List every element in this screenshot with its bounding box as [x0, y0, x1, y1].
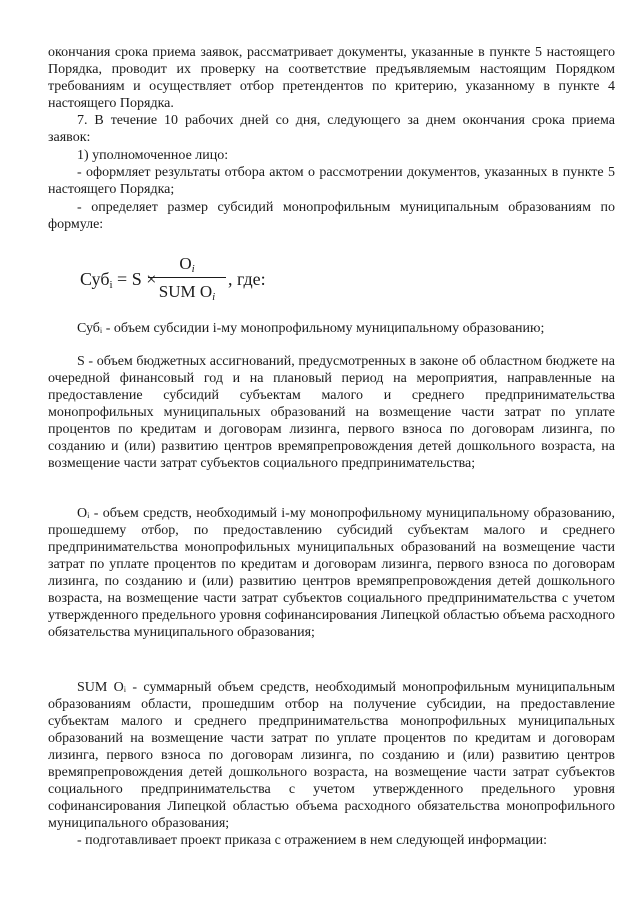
paragraph-formalize-results: - оформляет результаты отбора актом о рассмотрении документов, указанных в пункте 5 настоящего Порядка;	[48, 165, 615, 197]
paragraph-procedure-continuation: окончания срока приема заявок, рассматривает документы, указанные в пункте 5 настоящего Порядка, проводит их проверку на соответствие предъявляемым настоящим Порядком требованиям и осуществляет отбор претендентов по критерию, указанному в пункте 4 настоящего Порядка.	[48, 45, 615, 111]
paragraph-authorized-person: 1) уполномоченное лицо:	[77, 148, 229, 163]
formula-denominator: SUM $O_i$	[158, 282, 216, 303]
formula-fraction	[148, 253, 226, 303]
definition-sum-oi: SUM Oᵢ - суммарный объем средств, необходимый монопрофильным муниципальным образованиям области, прошедшим отбор на получение субсидии, на предоставление субъектам малого и среднего предпринимательства монопрофильных муниципальных образований на возмещение части затрат по уплате процентов по кредитам и договорам лизинга, первого взноса по договорам лизинга, по созданию и (или) развитию центров времяпрепровождения детей дошкольного возраста, на возмещение части затрат субъектов социального предпринимательства с учетом утвержденного предельного уровня софинансирования Липецкой областью объема расходного обязательства монопрофильного муниципального образования;	[48, 680, 615, 831]
formula-suffix: , где:	[228, 269, 266, 289]
fraction-bar	[148, 277, 226, 278]
definition-subsidy: Субᵢ - объем субсидии i-му монопрофильному муниципальному образованию;	[77, 321, 545, 336]
formula-numerator: $O_i$	[179, 254, 195, 275]
definition-oi: Oᵢ - объем средств, необходимый i-му монопрофильному муниципальному образованию, прошедшему отбор, по предоставлению субсидий субъектам малого и среднего предпринимательства монопрофильных муниципальных образований на возмещение части затрат по уплате процентов по кредитам и договорам лизинга, первого взноса по договорам лизинга, по созданию и (или) развитию центров времяпрепровождения детей дошкольного возраста, на возмещение части затрат субъектов социального предпринимательства с учетом утвержденного предельного уровня софинансирования Липецкой областью объема расходного обязательства муниципального образования;	[48, 506, 615, 640]
subsidy-formula	[80, 253, 330, 309]
formula-left-side: Субi = S ×	[80, 269, 157, 291]
definition-budget-s: S - объем бюджетных ассигнований, предусмотренных в законе об областном бюджете на очередной финансовый год и на плановый период на мероприятия, направленные на предоставление субсидий субъектам малого и среднего предпринимательства монопрофильных муниципальных образований на возмещение части затрат по уплате процентов по кредитам и договорам лизинга, первого взноса по договорам лизинга, по созданию и (или) развитию центров времяпрепровождения детей дошкольного возраста, на возмещение части затрат субъектов социального предпринимательства;	[48, 354, 615, 471]
paragraph-item-7: 7. В течение 10 рабочих дней со дня, следующего за днем окончания срока приема заявок:	[48, 113, 615, 145]
paragraph-prepare-order: - подготавливает проект приказа с отражением в нем следующей информации:	[77, 833, 548, 848]
paragraph-determine-subsidy: - определяет размер субсидий монопрофильным муниципальным образованиям по формуле:	[48, 200, 615, 232]
